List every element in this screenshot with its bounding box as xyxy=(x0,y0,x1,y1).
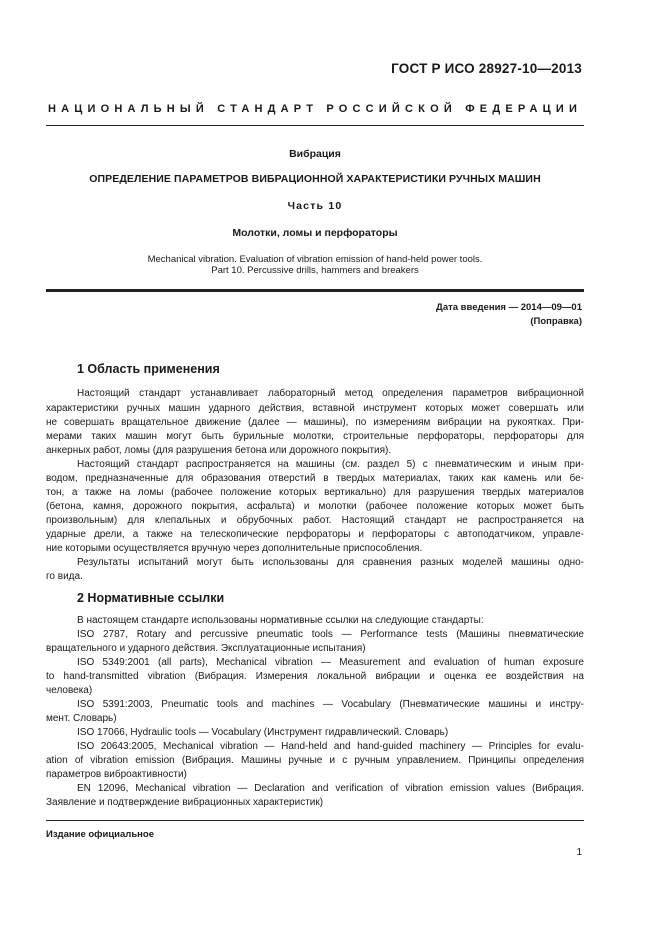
text-line: характеристики ручных машин ударного действия, вставной инструмент которых может совершать или xyxy=(46,403,584,414)
document-number: ГОСТ Р ИСО 28927-10—2013 xyxy=(391,61,582,76)
reference-line: параметров виброактивности) xyxy=(46,769,187,780)
reference-line: ation of vibration emission (Вибрация. Машины ручные и с ручным управлением. Принципы определения xyxy=(46,755,584,766)
text-line: го вида. xyxy=(46,571,83,582)
reference-line: Заявление и подтверждение вибрационных характеристик) xyxy=(46,797,324,808)
text-line: тон, а также на ломы (рабочее положение которых вертикально) для разрушения твердых материалов xyxy=(46,487,584,498)
page-number: 1 xyxy=(576,847,582,858)
text-line: ние которыми осуществляется вручную через дополнительные приспособления. xyxy=(46,543,423,554)
reference-line: ISO 2787, Rotary and percussive pneumatic tools — Performance tests (Машины пневматические xyxy=(77,629,584,640)
text-line: не совершать вращательное движение (далее — машины), по измерениям вибрации на рукоятках. При- xyxy=(46,417,584,428)
reference-line: ISO 20643:2005, Mechanical vibration — Hand-held and hand-guided machinery — Principles for evalu- xyxy=(77,741,584,752)
text-line: произвольным) для клепальных и обрубочных работ. Настоящий стандарт не распространяется на xyxy=(46,515,584,526)
reference-line: to hand-transmitted vibration (Вибрация. Измерения локальной вибрации и оценка ее воздействия на xyxy=(46,671,584,682)
english-title-line: Mechanical vibration. Evaluation of vibration emission of hand-held power tools. xyxy=(147,254,483,265)
reference-line: вращательного и ударного действия. Эксплуатационные испытания) xyxy=(46,643,366,654)
text-line: анкерных работ, ломы (для разрушения бетона или дорожного покрытия). xyxy=(46,445,392,456)
national-standard-heading: НАЦИОНАЛЬНЫЙ СТАНДАРТ РОССИЙСКОЙ ФЕДЕРАЦИИ xyxy=(47,103,583,115)
introduction-date xyxy=(436,301,582,329)
text-line: Результаты испытаний могут быть использованы для сравнения разных моделей машины одно- xyxy=(77,557,584,568)
english-title-line: Part 10. Percussive drills, hammers and breakers xyxy=(211,265,419,276)
text-line: водом, предназначенные для образования отверстий в твердых материалах, таких как камень или бе- xyxy=(46,473,584,484)
text-line: мерами таких машин могут быть бурильные молотки, строительные перфораторы, перфораторы для xyxy=(46,431,584,442)
text-line: Настоящий стандарт распространяется на машины (см. раздел 5) с пневматическим и иным при- xyxy=(77,459,584,470)
footer-divider xyxy=(46,820,584,821)
section-heading: 2 Нормативные ссылки xyxy=(77,591,225,605)
reference-line: EN 12096, Mechanical vibration — Declaration and verification of vibration emission values (Вибрация. xyxy=(77,783,584,794)
subject-heading: Вибрация xyxy=(289,148,341,160)
title-divider xyxy=(46,289,584,292)
introduction-date-label: Дата введения — 2014—09—01 xyxy=(436,302,582,313)
part-number: Часть 10 xyxy=(287,200,343,212)
reference-line: человека) xyxy=(46,685,93,696)
reference-line: ISO 5391:2003, Pneumatic tools and machines — Vocabulary (Пневматические машины и инстру- xyxy=(77,699,584,710)
text-line: (бетона, камня, дорожного покрытия, асфальта) и молотки (рабочее положение которых может быть xyxy=(46,501,584,512)
header-divider xyxy=(46,125,584,126)
text-line: Настоящий стандарт устанавливает лабораторный метод определения параметров вибрационной xyxy=(77,388,584,399)
text-line: ударные дрели, а также на телескопические перфораторы и перфораторы с автоподатчиком, управле- xyxy=(46,529,584,540)
reference-line: мент. Словарь) xyxy=(46,713,117,724)
document-title: ОПРЕДЕЛЕНИЕ ПАРАМЕТРОВ ВИБРАЦИОННОЙ ХАРАКТЕРИСТИКИ РУЧНЫХ МАШИН xyxy=(89,173,541,185)
amendment-note: (Поправка) xyxy=(530,316,582,327)
section-heading: 1 Область применения xyxy=(77,362,220,376)
official-edition-label: Издание официальное xyxy=(46,829,154,840)
text-line: В настоящем стандарте использованы нормативные ссылки на следующие стандарты: xyxy=(77,615,484,626)
reference-line: ISO 5349:2001 (all parts), Mechanical vibration — Measurement and evaluation of human exposure xyxy=(77,657,584,668)
reference-line: ISO 17066, Hydraulic tools — Vocabulary (Инструмент гидравлический. Словарь) xyxy=(77,727,449,738)
part-title: Молотки, ломы и перфораторы xyxy=(232,227,398,239)
